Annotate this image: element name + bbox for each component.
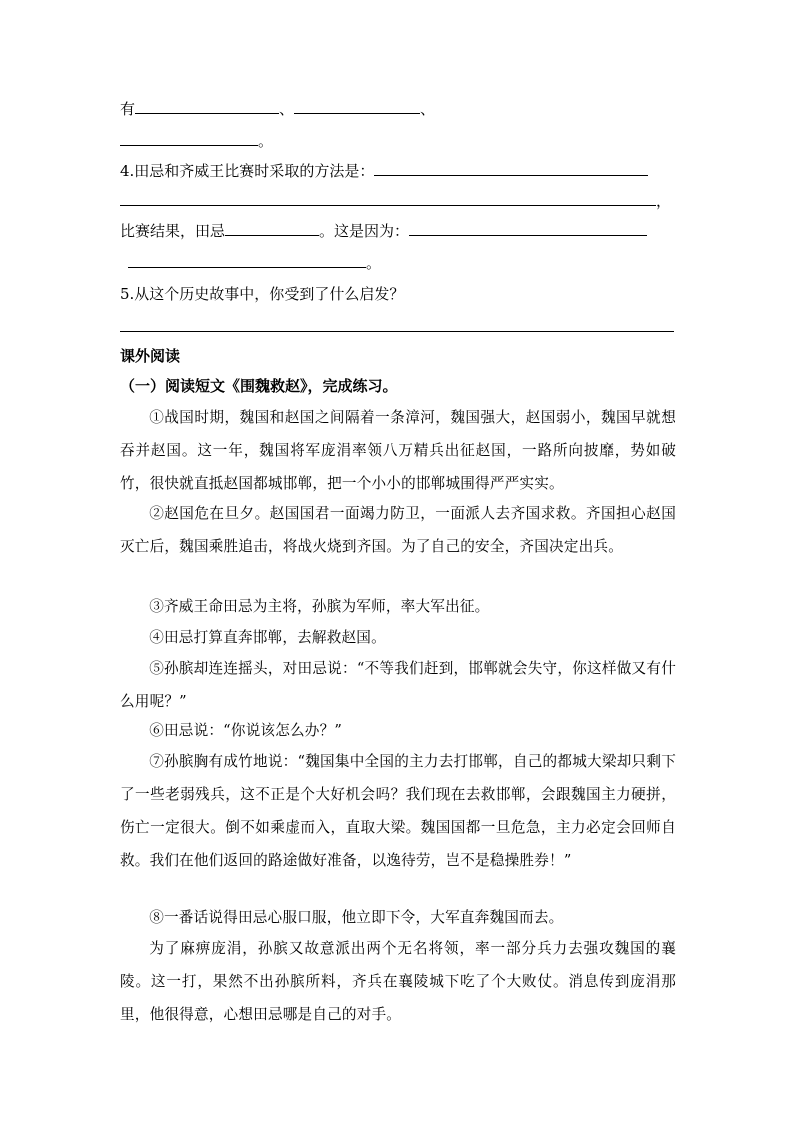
q3-answer-line-2 [120,130,273,152]
q4-result-line [120,220,647,242]
q3-prefix: 有 [120,100,136,118]
passage-paragraph-1: ①战国时期，魏国和赵国之间隔着一条漳河，魏国强大，赵国弱小，魏国早就想吞并赵国。这一年，魏国将军庞涓率领八万精兵出征赵国，一路所向披靡，势如破竹，很快就直抵赵国都城邯郸，把一个小小的邯郸城围得严严实实。 [120,409,676,492]
passage-paragraph-4: ④田忌打算直奔邯郸，去解救赵国。 [149,629,386,646]
passage-paragraph-9: 为了麻痹庞涓，孙膑又故意派出两个无名将领，率一部分兵力去强攻魏国的襄陵。这一打，果然不出孙膑所料，齐兵在襄陵城下吃了个大败仗。消息传到庞涓那里，他很得意，心想田忌哪是自己的对手。 [120,940,676,1023]
q4-blank-method[interactable] [374,161,648,176]
q4-end: 。 [366,254,382,272]
passage-paragraph-8: ⑧一番话说得田忌心服口服，他立即下令，大军直奔魏国而去。 [149,909,564,926]
q4-blank-method-cont[interactable] [120,191,656,206]
q5-answer-line[interactable] [120,331,674,332]
passage-paragraph-5: ⑤孙膑却连连摇头，对田忌说：“不等我们赶到，邯郸就会失守，你这样做又有什么用呢？” [120,660,676,710]
passage-paragraph-7: ⑦孙膑胸有成竹地说：“魏国集中全国的主力去打邯郸，自己的都城大梁却只剩下了一些老弱残兵，这不正是个大好机会吗？我们现在去救邯郸，会跟魏国主力硬拼，伤亡一定很大。倒不如乘虚而入，直取大梁。魏国国都一旦危急，主力必定会回师自救。我们在他们返回的路途做好准备，以逸待劳，岂不是稳操胜券！” [120,753,676,869]
q4-answer-line-4 [128,252,381,274]
q5-text: 5.从这个历史故事中，你受到了什么启发？ [120,285,405,303]
q3-blank-2[interactable] [294,99,420,114]
q3-answer-line-1 [120,98,435,120]
q4-text: 4.田忌和齐威王比赛时采取的方法是： [120,162,375,180]
q4-result-mid: 。这是因为： [319,222,410,240]
q3-sep-1: 、 [279,100,295,118]
q3-blank-1[interactable] [135,99,279,114]
q4-blank-reason[interactable] [409,221,647,236]
q4-comma: ， [656,192,672,210]
q3-end: 。 [258,132,274,150]
q4-blank-reason-cont[interactable] [128,253,366,268]
q4-question [120,160,648,182]
passage-instruction: （一）阅读短文《围魏救赵》，完成练习。 [120,377,398,395]
q4-answer-line-2 [120,190,671,212]
q5-question [120,283,404,305]
q4-blank-result[interactable] [225,221,319,236]
section-title: 课外阅读 [120,347,181,365]
q3-blank-3[interactable] [120,131,258,146]
q3-sep-2: 、 [420,100,436,118]
q4-result-prefix: 比赛结果，田忌 [120,222,226,240]
passage-paragraph-6: ⑥田忌说：“你说该怎么办？” [149,722,343,739]
passage-paragraph-2: ②赵国危在旦夕。赵国国君一面竭力防卫，一面派人去齐国求救。齐国担心赵国灭亡后，魏国乘胜追击，将战火烧到齐国。为了自己的安全，齐国决定出兵。 [120,505,676,555]
passage-paragraph-3: ③齐威王命田忌为主将，孙膑为军师，率大军出征。 [149,598,490,615]
